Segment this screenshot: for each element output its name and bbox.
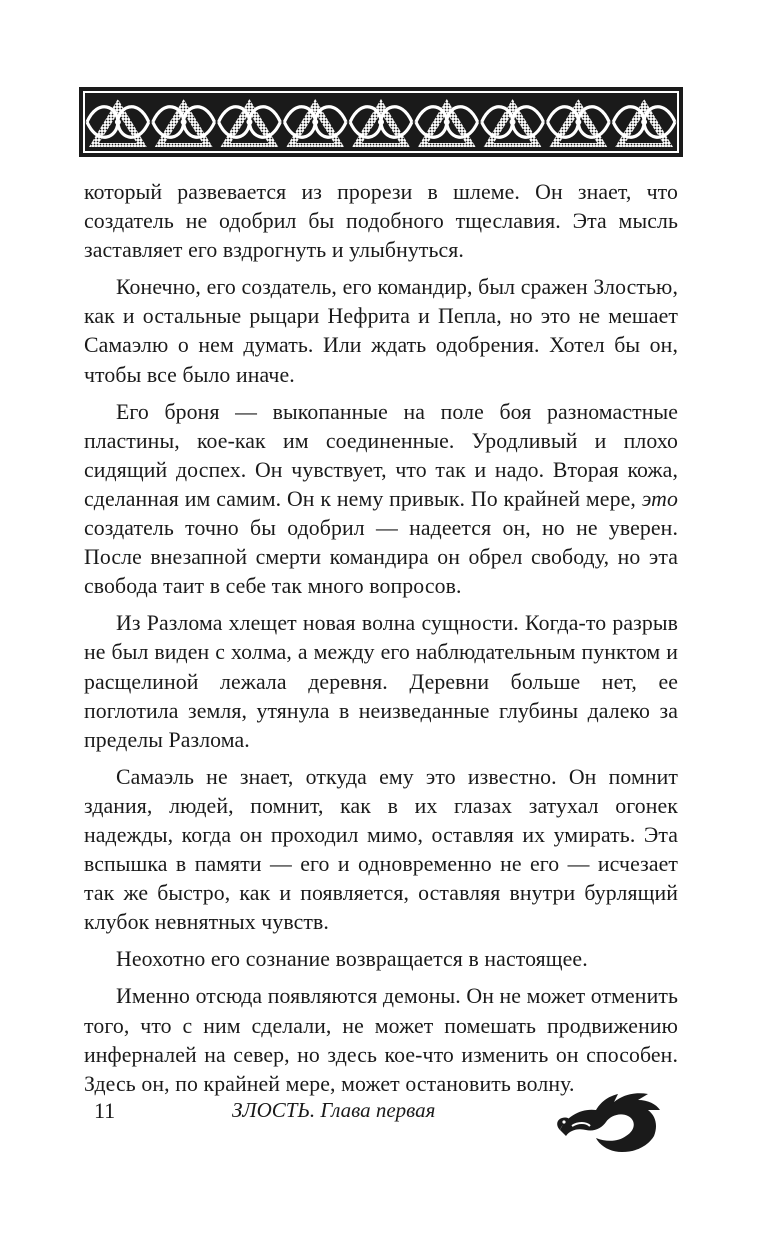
- page-body-text: [84, 178, 678, 1099]
- paragraph: Самаэль не знает, откуда ему это известно. Он помнит здания, людей, помнит, как в их глазах затухал огонек надежды, когда он проходил мимо, оставляя их умирать. Эта вспышка в памяти — его и одновременно не его — исчезает так же быстро, как и появляется, оставляя внутри бурлящий клубок невнятных чувств.: [84, 764, 678, 935]
- header-ornament-icon: [78, 86, 684, 158]
- paragraph: [84, 398, 678, 602]
- paragraph: Именно отсюда появляются демоны. Он не может отменить того, что с ним сделали, не может помешать продвижению инферналей на север, но здесь кое-что изменить он способен. Здесь он, по крайней мере, может остановить волну.: [84, 984, 678, 1096]
- chapter-title: Глава первая: [320, 1098, 436, 1122]
- paragraph: Конечно, его создатель, его командир, был сражен Злостью, как и остальные рыцари Нефрита и Пепла, но это не мешает Самаэлю о нем думать. Или ждать одобрения. Хотел бы он, чтобы все было иначе.: [84, 275, 678, 387]
- paragraph: который развевается из прорези в шлеме. Он знает, что создатель не одобрил бы подобного тщеславия. Эта мысль заставляет его вздрогнуть и улыбнуться.: [84, 180, 678, 263]
- page-footer: [84, 1086, 684, 1156]
- paragraph: Неохотно его сознание возвращается в настоящее.: [116, 947, 588, 972]
- dragon-emblem-icon: [552, 1086, 664, 1156]
- paragraph-text: Его броня — выкопанные на поле боя разномастные пластины, кое-как им соединенные. Уродливый и плохо сидящий доспех. Он чувствует, что так и надо. Вторая кожа, сделанная им самим. Он к нему привык. По крайней мере,: [84, 399, 678, 511]
- page-number: 11: [94, 1098, 116, 1123]
- emphasized-word: это: [641, 486, 678, 511]
- book-title: ЗЛОСТЬ.: [232, 1098, 316, 1122]
- running-head: [232, 1098, 435, 1123]
- paragraph: Из Разлома хлещет новая волна сущности. Когда-то разрыв не был виден с холма, а между его наблюдательным пунктом и расщелиной лежала деревня. Деревни больше нет, ее поглотила земля, утянула в неизведанные глубины далеко за пределы Разлома.: [84, 611, 678, 752]
- paragraph-text: создатель точно бы одобрил — надеется он, но не уверен. После внезапной смерти командира он обрел свободу, но эта свобода таит в себе так много вопросов.: [84, 516, 678, 599]
